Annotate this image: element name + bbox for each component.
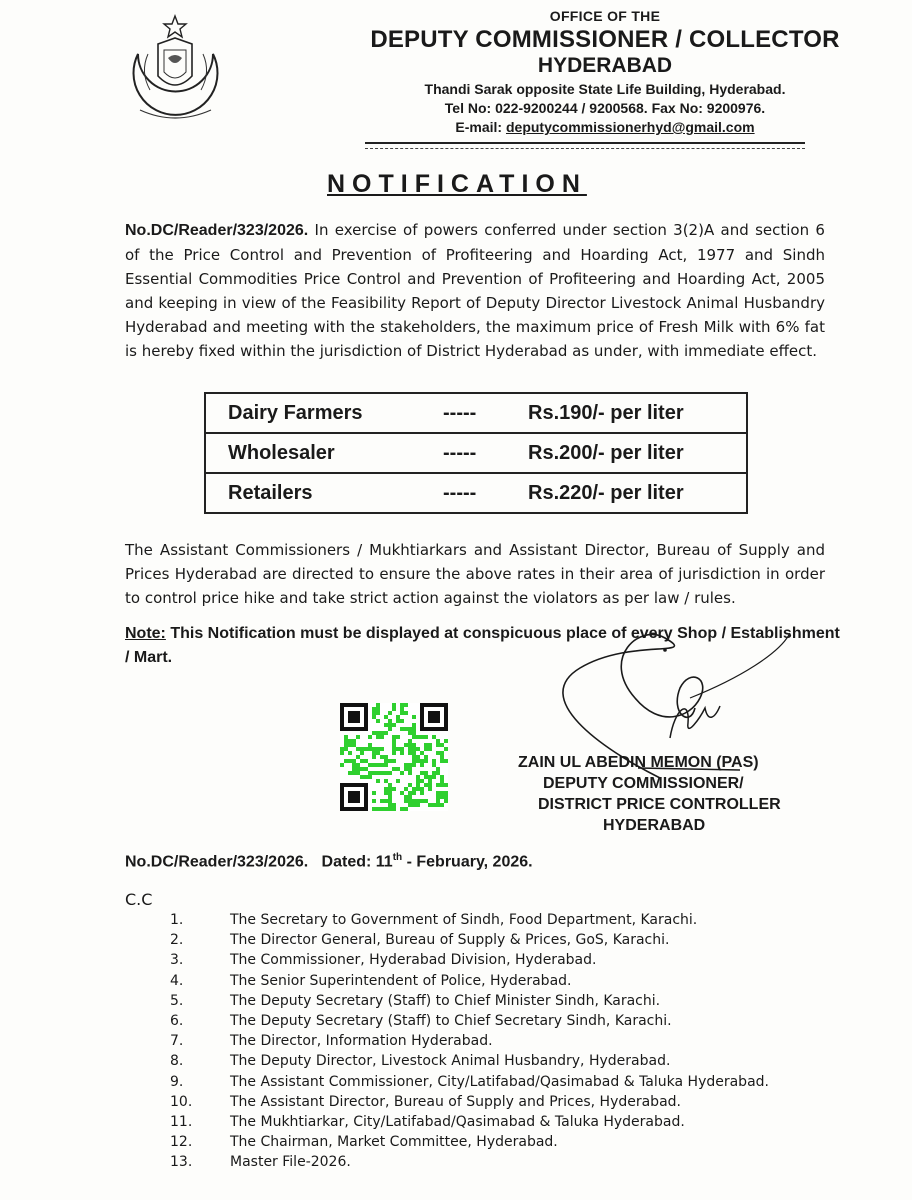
cc-list (170, 912, 850, 1174)
price-value: Rs.200/- per liter (528, 442, 684, 464)
list-item (170, 1114, 850, 1134)
email-link[interactable]: deputycommissionerhyd@gmail.com (505, 119, 755, 135)
price-separator: ----- (443, 482, 477, 504)
list-item-number: 10. (170, 1093, 193, 1110)
list-item-number: 4. (170, 972, 184, 989)
price-row (206, 394, 746, 434)
office-title: DEPUTY COMMISSIONER / COLLECTOR (370, 26, 840, 53)
dated-rest: - February, 2026. (406, 853, 533, 871)
list-item-number: 11. (170, 1113, 193, 1130)
phone-line: Tel No: 022-9200244 / 9200568. Fax No: 9200976. (444, 100, 766, 116)
list-item (170, 1053, 850, 1073)
header-divider-dashed (365, 148, 805, 149)
signatory-title: DISTRICT PRICE CONTROLLER (538, 796, 781, 813)
price-category: Wholesaler (228, 442, 335, 464)
list-item-text: The Director, Information Hyderabad. (230, 1033, 493, 1050)
price-category: Dairy Farmers (228, 402, 363, 424)
list-item-text: The Deputy Director, Livestock Animal Husbandry, Hyderabad. (230, 1053, 671, 1070)
list-item-text: The Assistant Commissioner, City/Latifabad/Qasimabad & Taluka Hyderabad. (230, 1073, 769, 1090)
list-item (170, 912, 850, 932)
address-line: Thandi Sarak opposite State Life Building, Hyderabad. (424, 81, 786, 97)
dated-sup: th (392, 852, 403, 863)
email-label: E-mail: (455, 119, 503, 135)
list-item (170, 1094, 850, 1114)
list-item-number: 7. (170, 1033, 184, 1050)
list-item-number: 5. (170, 992, 184, 1009)
list-item-text: The Commissioner, Hyderabad Division, Hyderabad. (230, 952, 597, 969)
list-item (170, 1134, 850, 1154)
price-category: Retailers (228, 482, 313, 504)
dated-label: Dated: 11 (321, 853, 393, 871)
list-item-text: The Senior Superintendent of Police, Hyderabad. (230, 972, 572, 989)
list-item-text: Master File-2026. (230, 1154, 351, 1171)
dated-ref: No.DC/Reader/323/2026. (125, 853, 309, 871)
list-item (170, 993, 850, 1013)
qr-code-icon[interactable] (340, 703, 448, 811)
office-city: HYDERABAD (537, 54, 673, 77)
list-item (170, 1033, 850, 1053)
directive-paragraph: The Assistant Commissioners / Mukhtiarkars and Assistant Director, Bureau of Supply and Prices Hyderabad are directed to ensure the above rates in their area of jurisdiction in order to control price hike and take strict action against the violators as per law / rules. (125, 541, 825, 607)
list-item-number: 13. (170, 1154, 193, 1171)
dated-line (125, 852, 533, 871)
signatory-name: ZAIN UL ABEDIN MEMON (PAS) (518, 754, 759, 771)
header-divider (365, 142, 805, 144)
list-item-text: The Mukhtiarkar, City/Latifabad/Qasimabad & Taluka Hyderabad. (230, 1113, 685, 1130)
page-title: NOTIFICATION (327, 170, 587, 198)
note-text: This Notification must be displayed at conspicuous place of every Shop / Establishment / Mart. (125, 625, 840, 666)
reference-number: No.DC/Reader/323/2026. (125, 222, 309, 239)
price-value: Rs.220/- per liter (528, 482, 684, 504)
list-item-number: 1. (170, 912, 184, 928)
list-item-number: 8. (170, 1053, 184, 1070)
list-item (170, 952, 850, 972)
cc-label: C.C (125, 890, 153, 909)
email-line (380, 118, 830, 137)
list-item-text: The Secretary to Government of Sindh, Food Department, Karachi. (230, 912, 698, 928)
list-item-number: 6. (170, 1012, 184, 1029)
price-value: Rs.190/- per liter (528, 402, 684, 424)
office-line: OFFICE OF THE (549, 8, 661, 24)
letterhead (360, 8, 850, 78)
price-row (206, 434, 746, 474)
note-label: Note: (125, 625, 166, 642)
signatory-block (513, 752, 823, 836)
list-item-number: 3. (170, 952, 184, 969)
list-item-number: 12. (170, 1134, 193, 1151)
list-item-number: 9. (170, 1073, 184, 1090)
list-item-text: The Assistant Director, Bureau of Supply and Prices, Hyderabad. (230, 1093, 681, 1110)
price-table (204, 392, 748, 514)
price-separator: ----- (443, 442, 477, 464)
body-text: In exercise of powers conferred under section 3(2)A and section 6 of the Price Control and Prevention of Profiteering and Hoarding Act, 1977 and Sindh Essential Commodities Price Control and Prevention of Profiteering and Hoarding Act, 2005 and keeping in view of the Feasibility Report of Deputy Director Livestock Animal Husbandry Hyderabad and meeting with the stakeholders, the maximum price of Fresh Milk with 6% fat is hereby fixed within the jurisdiction of District Hyderabad as under, with immediate effect. (125, 221, 825, 360)
list-item-text: The Deputy Secretary (Staff) to Chief Minister Sindh, Karachi. (230, 992, 661, 1009)
list-item-text: The Deputy Secretary (Staff) to Chief Secretary Sindh, Karachi. (230, 1012, 672, 1029)
list-item-text: The Chairman, Market Committee, Hyderabad. (230, 1134, 558, 1151)
notification-body (125, 218, 825, 363)
price-separator: ----- (443, 402, 477, 424)
list-item (170, 1154, 850, 1174)
list-item (170, 973, 850, 993)
list-item (170, 932, 850, 952)
letterhead-contact (380, 80, 830, 137)
list-item-text: The Director General, Bureau of Supply & Prices, GoS, Karachi. (230, 932, 670, 949)
government-of-sindh-emblem-icon (118, 14, 233, 130)
signatory-title: DEPUTY COMMISSIONER/ (543, 775, 744, 792)
signatory-title: HYDERABAD (603, 817, 706, 834)
list-item (170, 1074, 850, 1094)
list-item (170, 1013, 850, 1033)
price-row (206, 474, 746, 512)
list-item-number: 2. (170, 932, 184, 949)
